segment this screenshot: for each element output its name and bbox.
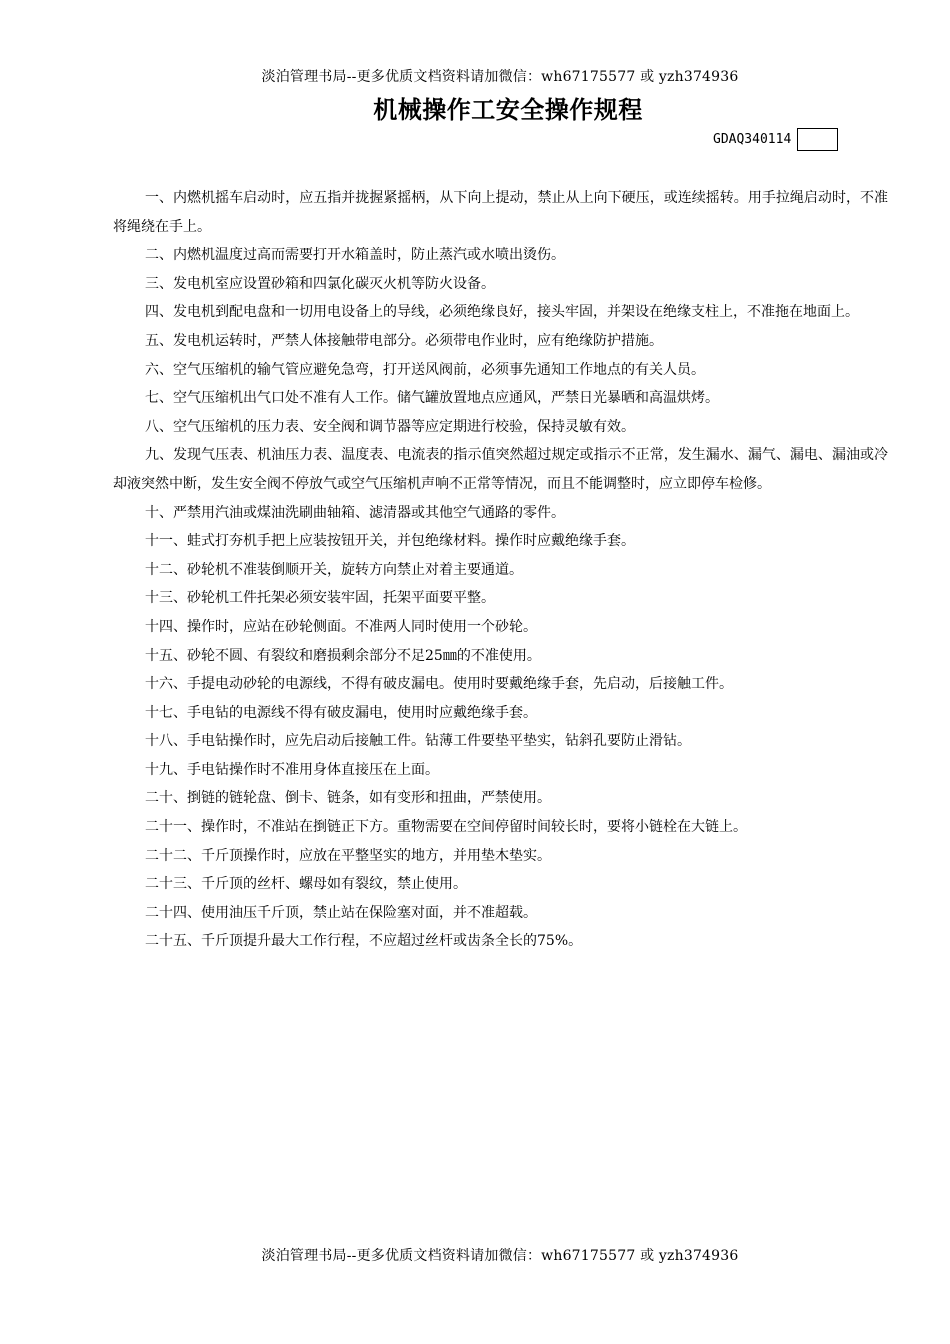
document-code-block bbox=[713, 128, 838, 151]
regulation-item: 十三、砂轮机工件托架必须安装牢固，托架平面要平整。 bbox=[145, 590, 495, 607]
regulation-item: 十九、手电钻操作时不准用身体直接压在上面。 bbox=[145, 761, 439, 778]
regulation-item: 八、空气压缩机的压力表、安全阀和调节器等应定期进行校验，保持灵敏有效。 bbox=[145, 418, 635, 435]
regulation-item: 十五、砂轮不圆、有裂纹和磨损剩余部分不足25㎜的不准使用。 bbox=[145, 647, 541, 664]
regulation-item: 二十一、操作时，不准站在捯链正下方。重物需要在空间停留时间较长时，要将小链栓在大链上。 bbox=[145, 819, 747, 836]
footer-watermark-note: 淡泊管理书局--更多优质文档资料请加微信：wh67175577 或 yzh374936 bbox=[261, 1248, 739, 1264]
regulation-item: 十二、砂轮机不准装倒顺开关，旋转方向禁止对着主要通道。 bbox=[145, 561, 523, 578]
header-watermark-note: 淡泊管理书局--更多优质文档资料请加微信：wh67175577 或 yzh374936 bbox=[261, 69, 739, 85]
regulation-item: 五、发电机运转时，严禁人体接触带电部分。必须带电作业时，应有绝缘防护措施。 bbox=[145, 332, 663, 349]
regulation-item: 三、发电机室应设置砂箱和四氯化碳灭火机等防火设备。 bbox=[145, 275, 495, 292]
page-title: 机械操作工安全操作规程 bbox=[373, 96, 643, 124]
regulation-item: 十、严禁用汽油或煤油洗刷曲轴箱、滤清器或其他空气通路的零件。 bbox=[145, 504, 565, 521]
document-code-empty-box bbox=[797, 128, 838, 151]
regulation-item: 二十五、千斤顶提升最大工作行程，不应超过丝杆或齿条全长的75%。 bbox=[145, 933, 583, 950]
regulation-item: 十四、操作时，应站在砂轮侧面。不准两人同时使用一个砂轮。 bbox=[145, 618, 537, 635]
regulation-item: 二十二、千斤顶操作时，应放在平整坚实的地方，并用垫木垫实。 bbox=[145, 847, 551, 864]
regulation-item: 十七、手电钻的电源线不得有破皮漏电，使用时应戴绝缘手套。 bbox=[145, 704, 537, 721]
regulation-item: 二、内燃机温度过高而需要打开水箱盖时，防止蒸汽或水喷出烫伤。 bbox=[145, 247, 565, 264]
regulation-item: 四、发电机到配电盘和一切用电设备上的导线，必须绝缘良好，接头牢固，并架设在绝缘支柱上，不准拖在地面上。 bbox=[145, 304, 859, 321]
document-code: GDAQ340114 bbox=[713, 132, 792, 147]
regulation-item: 九、发现气压表、机油压力表、温度表、电流表的指示值突然超过规定或指示不正常，发生漏水、漏气、漏电、漏油或冷却液突然中断，发生安全阀不停放气或空气压缩机声响不正常等情况，而且不能调整时，应立即停车检修。 bbox=[113, 447, 888, 492]
regulation-item: 十六、手提电动砂轮的电源线，不得有破皮漏电。使用时要戴绝缘手套，先启动，后接触工件。 bbox=[145, 676, 733, 693]
regulation-body bbox=[113, 184, 888, 956]
regulation-item: 六、空气压缩机的输气管应避免急弯，打开送风阀前，必须事先通知工作地点的有关人员。 bbox=[145, 361, 705, 378]
regulation-item: 二十三、千斤顶的丝杆、螺母如有裂纹，禁止使用。 bbox=[145, 876, 467, 893]
regulation-item: 十八、手电钻操作时，应先启动后接触工件。钻薄工件要垫平垫实，钻斜孔要防止滑钻。 bbox=[145, 733, 691, 750]
regulation-item: 二十、捯链的链轮盘、倒卡、链条，如有变形和扭曲，严禁使用。 bbox=[145, 790, 551, 807]
regulation-item: 十一、蛙式打夯机手把上应装按钮开关，并包绝缘材料。操作时应戴绝缘手套。 bbox=[145, 533, 635, 550]
regulation-item: 七、空气压缩机出气口处不准有人工作。储气罐放置地点应通风，严禁日光暴晒和高温烘烤。 bbox=[145, 390, 719, 407]
regulation-item: 一、内燃机摇车启动时，应五指并拢握紧摇柄，从下向上提动，禁止从上向下硬压，或连续摇转。用手拉绳启动时，不准将绳绕在手上。 bbox=[113, 190, 888, 235]
regulation-item: 二十四、使用油压千斤顶，禁止站在保险塞对面，并不准超载。 bbox=[145, 904, 537, 921]
